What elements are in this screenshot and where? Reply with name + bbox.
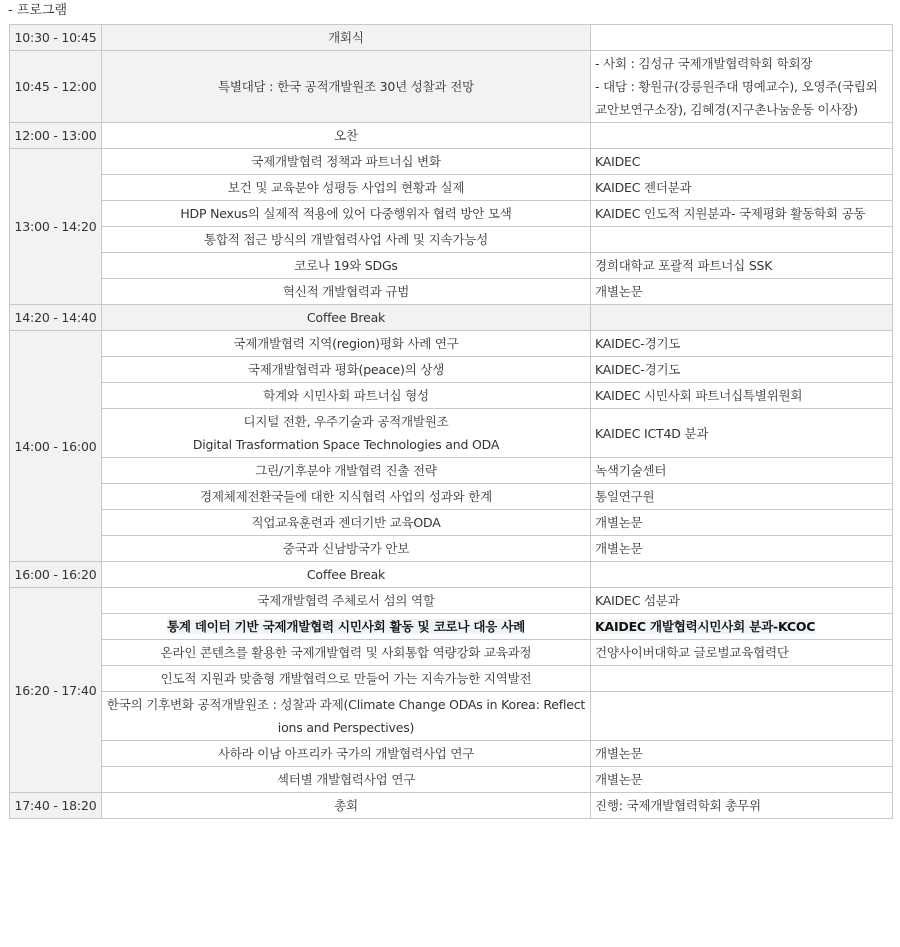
time-cell: 14:00 - 16:00 [10,331,102,562]
table-row [10,536,893,562]
session-note: 개별논문 [591,767,893,793]
table-row [10,149,893,175]
highlighted-title: 통계 데이터 기반 국제개발협력 시민사회 활동 및 코로나 대응 사례 [167,619,525,634]
session-title: 총회 [102,793,591,819]
table-row [10,741,893,767]
session-note: 개별논문 [591,510,893,536]
session-note: KAIDEC-경기도 [591,331,893,357]
table-row [10,458,893,484]
session-note: 개별논문 [591,279,893,305]
table-row [10,123,893,149]
time-cell: 16:00 - 16:20 [10,562,102,588]
time-cell: 16:20 - 17:40 [10,588,102,793]
session-title: 한국의 기후변화 공적개발원조 : 성찰과 과제(Climate Change ODAs in Korea: Reflections and Perspectives) [102,692,591,741]
table-row [10,614,893,640]
session-note [591,123,893,149]
table-row [10,562,893,588]
session-title: 학계와 시민사회 파트너십 형성 [102,383,591,409]
table-row [10,201,893,227]
session-note: 경희대학교 포괄적 파트너십 SSK [591,253,893,279]
table-row [10,25,893,51]
time-cell: 17:40 - 18:20 [10,793,102,819]
session-note: 개별논문 [591,536,893,562]
table-row [10,793,893,819]
table-row [10,279,893,305]
table-row [10,484,893,510]
session-note: 건양사이버대학교 글로벌교육협력단 [591,640,893,666]
session-note [591,51,893,123]
table-row [10,692,893,741]
moderator-note: - 사회 : 김성규 국제개발협력학회 학회장 [595,56,813,71]
table-row [10,383,893,409]
session-title [102,409,591,458]
table-row [10,253,893,279]
session-note [591,692,893,741]
table-row [10,331,893,357]
session-title-ko: 디지털 전환, 우주기술과 공적개발원조 [243,414,449,429]
session-title: 혁신적 개발협력과 규범 [102,279,591,305]
session-title: 직업교육훈련과 젠더기반 교육ODA [102,510,591,536]
session-note: 개별논문 [591,741,893,767]
session-note [591,227,893,253]
time-cell: 14:20 - 14:40 [10,305,102,331]
session-note: 통일연구원 [591,484,893,510]
session-note [591,666,893,692]
session-title: 코로나 19와 SDGs [102,253,591,279]
session-note: KAIDEC ICT4D 분과 [591,409,893,458]
table-row [10,666,893,692]
session-title: 중국과 신남방국가 안보 [102,536,591,562]
session-note: KAIDEC 젠더분과 [591,175,893,201]
session-note: KAIDEC 인도적 지원분과- 국제평화 활동학회 공동 [591,201,893,227]
table-row [10,640,893,666]
session-title-highlighted [102,614,591,640]
session-note: KAIDEC 시민사회 파트너십특별위원회 [591,383,893,409]
session-title: 국제개발협력 주체로서 섬의 역할 [102,588,591,614]
program-heading: - 프로그램 [8,3,68,18]
time-cell: 13:00 - 14:20 [10,149,102,305]
table-row [10,409,893,458]
session-title: 통합적 접근 방식의 개발협력사업 사례 및 지속가능성 [102,227,591,253]
session-title: 온라인 콘텐츠를 활용한 국제개발협력 및 사회통합 역량강화 교육과정 [102,640,591,666]
table-row [10,305,893,331]
session-title: 국제개발협력과 평화(peace)의 상생 [102,357,591,383]
program-table [9,24,893,819]
table-row [10,767,893,793]
session-note: KAIDEC 섬분과 [591,588,893,614]
session-title: 그린/기후분야 개발협력 진출 전략 [102,458,591,484]
session-note-highlighted [591,614,893,640]
session-note: 녹색기술센터 [591,458,893,484]
session-note: 진행: 국제개발협력학회 총무위 [591,793,893,819]
session-title: HDP Nexus의 실제적 적용에 있어 다중행위자 협력 방안 모색 [102,201,591,227]
table-row [10,227,893,253]
session-title: 인도적 지원과 맞춤형 개발협력으로 만들어 가는 지속가능한 지역발전 [102,666,591,692]
table-row [10,51,893,123]
highlighted-note: KAIDEC 개발협력시민사회 분과-KCOC [595,619,816,634]
session-title: 개회식 [102,25,591,51]
table-row [10,510,893,536]
table-row [10,175,893,201]
time-cell: 12:00 - 13:00 [10,123,102,149]
table-row [10,588,893,614]
session-title: Coffee Break [102,562,591,588]
session-title: Coffee Break [102,305,591,331]
session-note [591,562,893,588]
session-title-en: Digital Trasformation Space Technologies and ODA [192,437,500,452]
session-note: KAIDEC [591,149,893,175]
time-cell: 10:45 - 12:00 [10,51,102,123]
session-note [591,305,893,331]
session-title: 경제체제전환국들에 대한 지식협력 사업의 성과와 한계 [102,484,591,510]
session-title: 보건 및 교육분야 성평등 사업의 현황과 실제 [102,175,591,201]
session-title: 섹터별 개발협력사업 연구 [102,767,591,793]
session-title: 오찬 [102,123,591,149]
session-note: KAIDEC-경기도 [591,357,893,383]
table-row [10,357,893,383]
session-title: 국제개발협력 지역(region)평화 사례 연구 [102,331,591,357]
session-title: 사하라 이남 아프리카 국가의 개발협력사업 연구 [102,741,591,767]
panel-note: - 대담 : 황원규(강릉원주대 명예교수), 오영주(국립외교안보연구소장), 김혜경(지구촌나눔운동 이사장) [595,79,878,117]
session-title: 특별대담 : 한국 공적개발원조 30년 성찰과 전망 [102,51,591,123]
session-title: 국제개발협력 정책과 파트너십 변화 [102,149,591,175]
time-cell: 10:30 - 10:45 [10,25,102,51]
session-note [591,25,893,51]
